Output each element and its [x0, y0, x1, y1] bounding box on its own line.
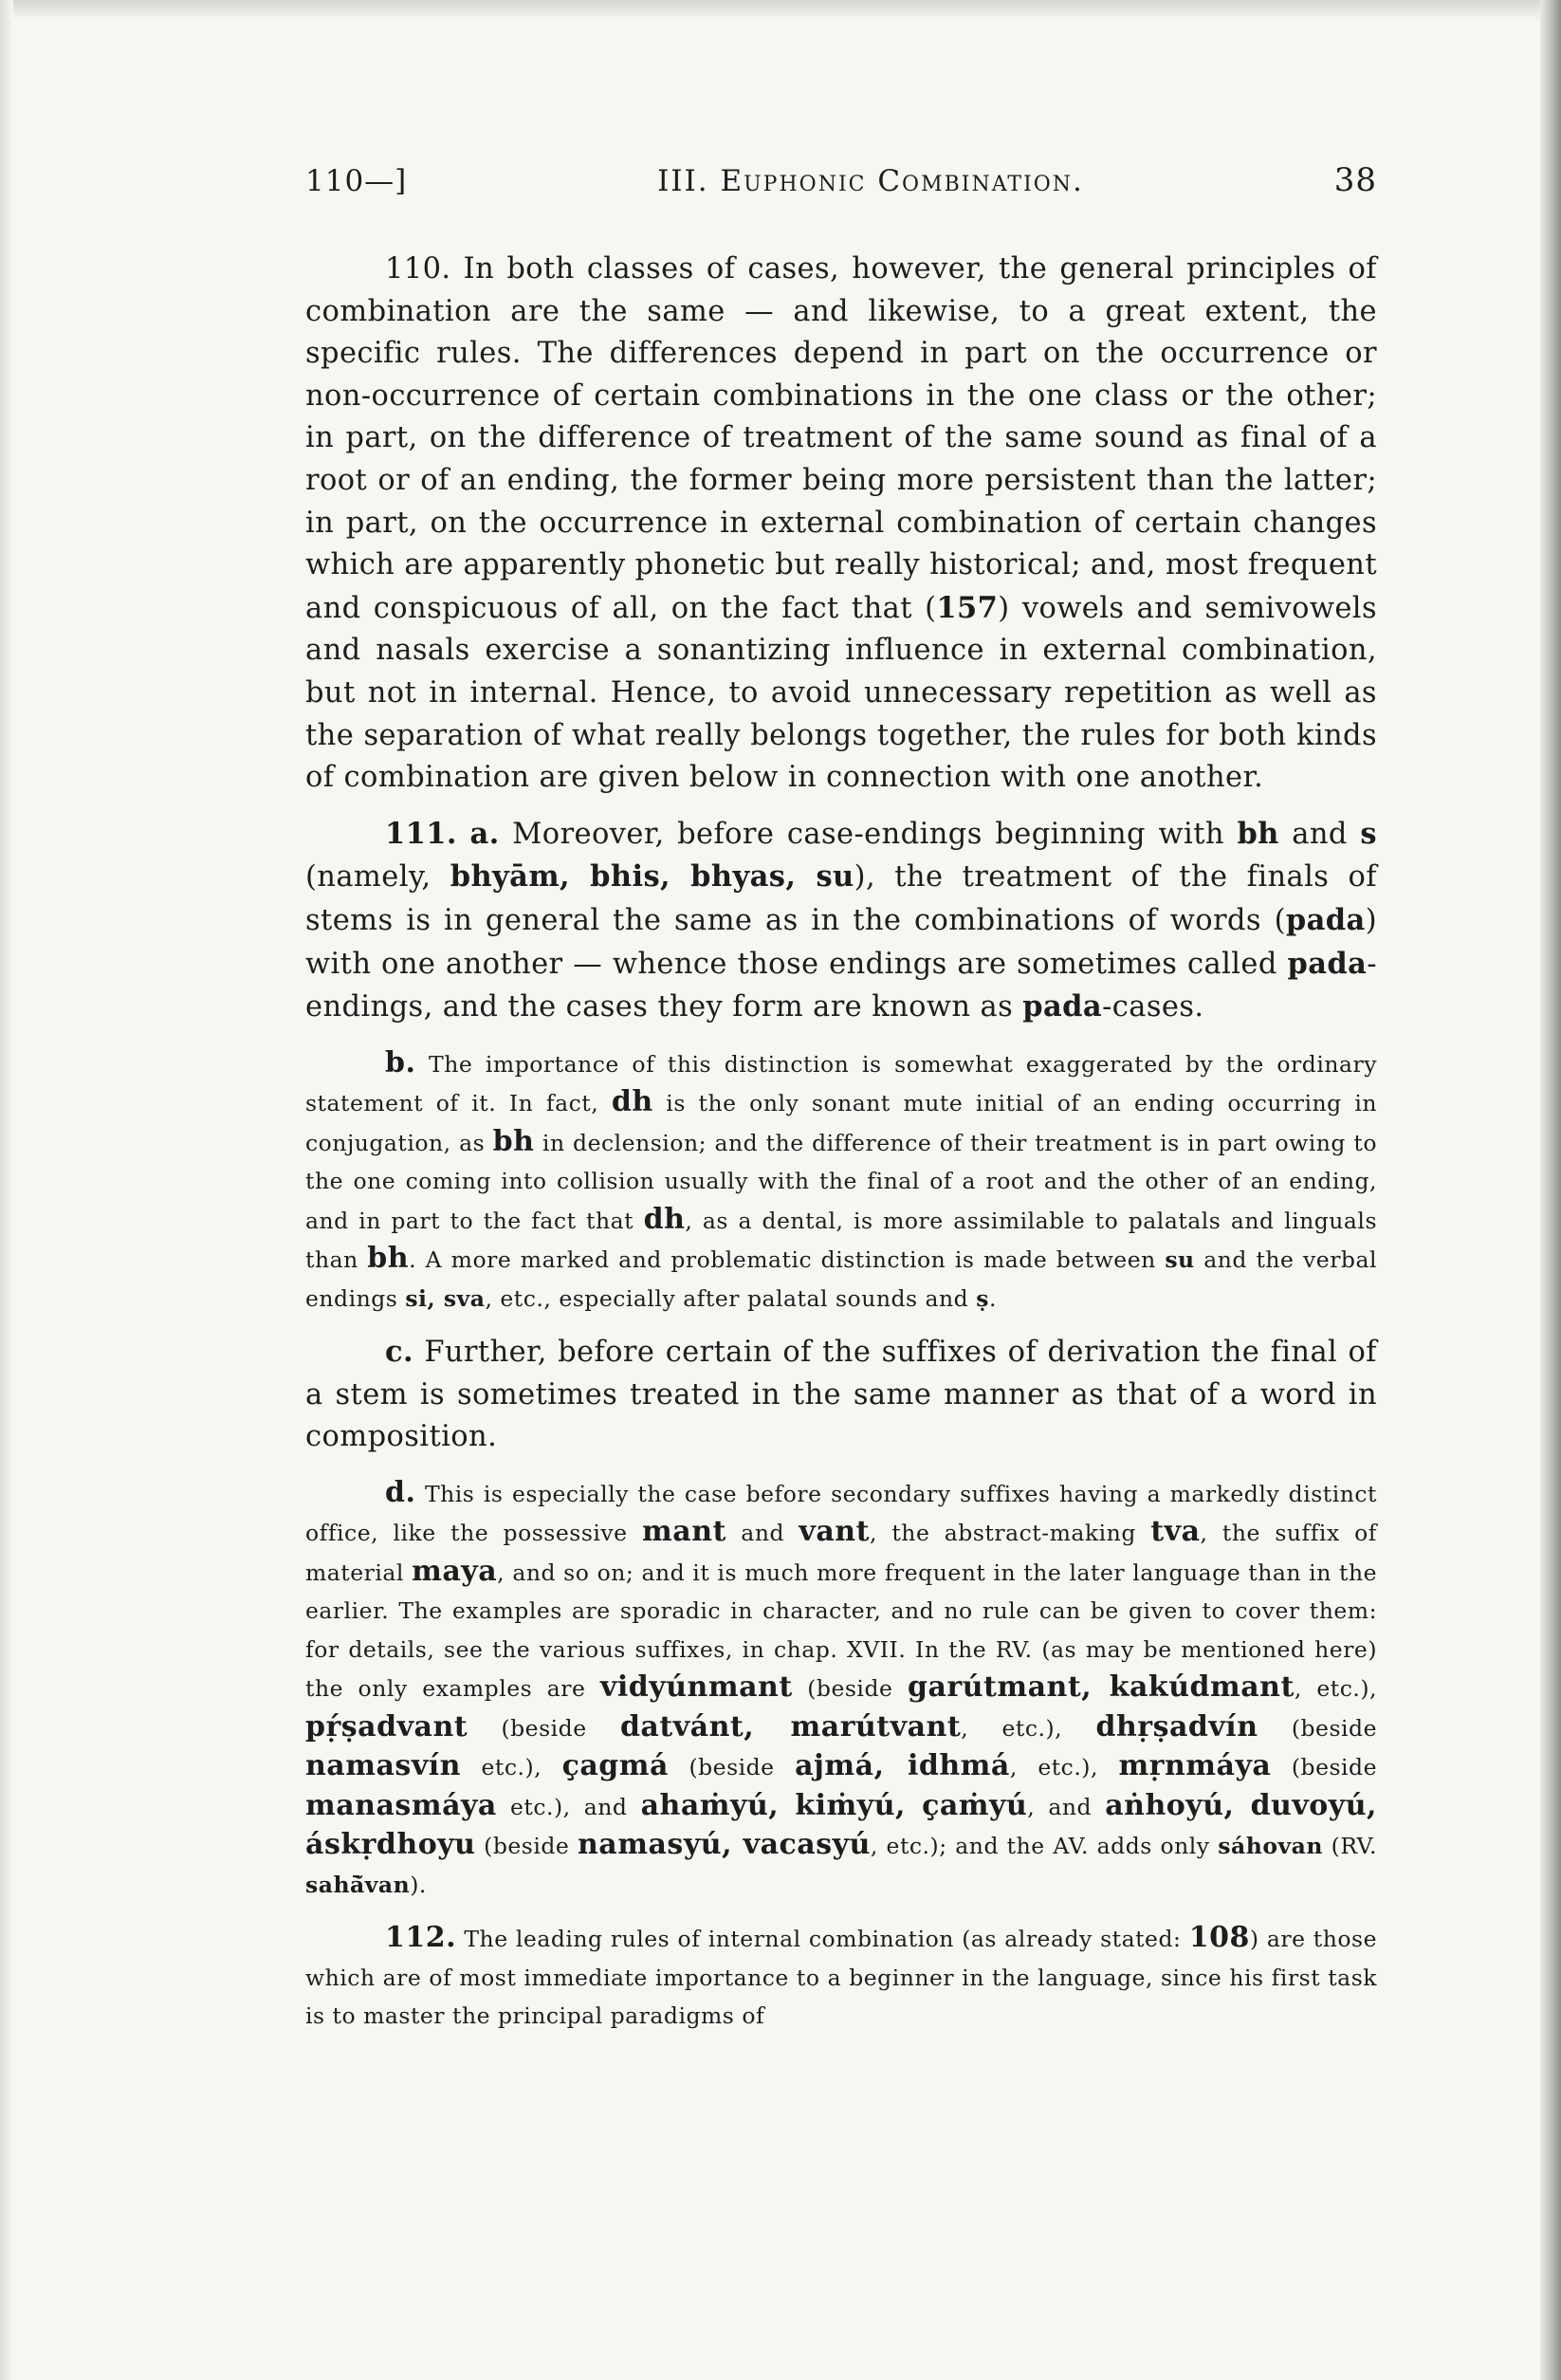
subsection-letter: b. [385, 1045, 416, 1079]
paragraph-110: 110. In both classes of cases, however, the general principles of combination are the same — and likewise, to a great extent, the specific rules. The differences depend in part on the occurrence or non-occurrence of certain combinations in the one class or the other; in part, on the difference of treatment of the same sound as final of a root or of an ending, the former being more persistent than the latter; in part, on the occurrence in external combination of certain changes which are apparently phonetic but really historical; and, most frequent and conspicuous of all, on the fact that (157) vowels and semivowels and nasals exercise a sonantizing influence in external combination, but not in internal. Hence, to avoid unnecessary repetition as well as the separation of what really belongs together, the rules for both kinds of combination are given below in connection with one another. [305, 252, 1377, 795]
page-edge-right [1540, 0, 1561, 2380]
paragraph-111c: c. Further, before certain of the suffixes of derivation the final of a stem is sometimes treated in the same manner as that of a word in composition. [305, 1335, 1377, 1454]
cross-reference: 108 [1188, 1921, 1250, 1955]
section-marker: 110—] [305, 164, 408, 198]
page-number: 38 [1333, 161, 1377, 199]
running-header [305, 161, 1377, 199]
subsection-letter: c. [385, 1335, 413, 1370]
paragraph-111a: 111. a. Moreover, before case-endings beginning with bh and s (namely, bhyām, bhis, bhyas, su), the treatment of the finals of stems is in general the same as in the combinations of words (pada) with one another — whence those endings are sometimes called pada-endings, and the cases they form are known as pada-cases. [305, 816, 1377, 1024]
paragraph-number: 110. [385, 252, 451, 286]
book-page [305, 161, 1377, 2036]
paragraph-number: 112. [385, 1921, 457, 1955]
paragraph-111b: b. The importance of this distinction is somewhat exaggerated by the ordinary statement of it. In fact, dh is the only sonant mute initial of an ending occurring in conjugation, as bh in declension; and the difference of their treatment is in part owing to the one coming into collision usually with the final of a root and the other of an ending, and in part to the fact that dh, as a dental, is more assimilable to palatals and linguals than bh. A more marked and problematic distinction is made between su and the verbal endings si, sva, etc., especially after palatal sounds and ṣ. [305, 1045, 1377, 1312]
chapter-title: III. Euphonic Combination. [657, 164, 1084, 198]
paragraph-number: 111. [385, 816, 457, 851]
page-edge-top [0, 0, 1561, 21]
paragraph-112: 112. The leading rules of internal combination (as already stated: 108) are those which are of most immediate importance to a beginner in the language, since his first task is to master the principal paradigms of [305, 1921, 1377, 2030]
paragraph-111d: d. This is especially the case before secondary suffixes having a markedly distinct office, like the possessive mant and vant, the abstract-making tva, the suffix of material maya, and so on; and it is much more frequent in the later language than in the earlier. The examples are sporadic in character, and no rule can be given to cover them: for details, see the various suffixes, in chap. XVII. In the RV. (as may be mentioned here) the only examples are vidyúnmant (beside garútmant, kakúdmant, etc.), pṛ́ṣadvant (beside datvánt, marútvant, etc.), dhṛṣadvín (beside namasvín etc.), çagmá (beside ajmá, idhmá, etc.), mṛnmáya (beside manasmáya etc.), and ahaṁyú, kiṁyú, çaṁyú, and aṅhoyú, duvoyú, áskṛdhoyu (beside namasyú, vacasyú, etc.); and the AV. adds only sáhovan (RV. sahā̆van). [305, 1475, 1378, 1898]
subsection-letter: a. [469, 816, 500, 851]
subsection-letter: d. [385, 1475, 416, 1509]
cross-reference: 157 [936, 590, 999, 625]
page-edge-left [0, 0, 13, 2380]
